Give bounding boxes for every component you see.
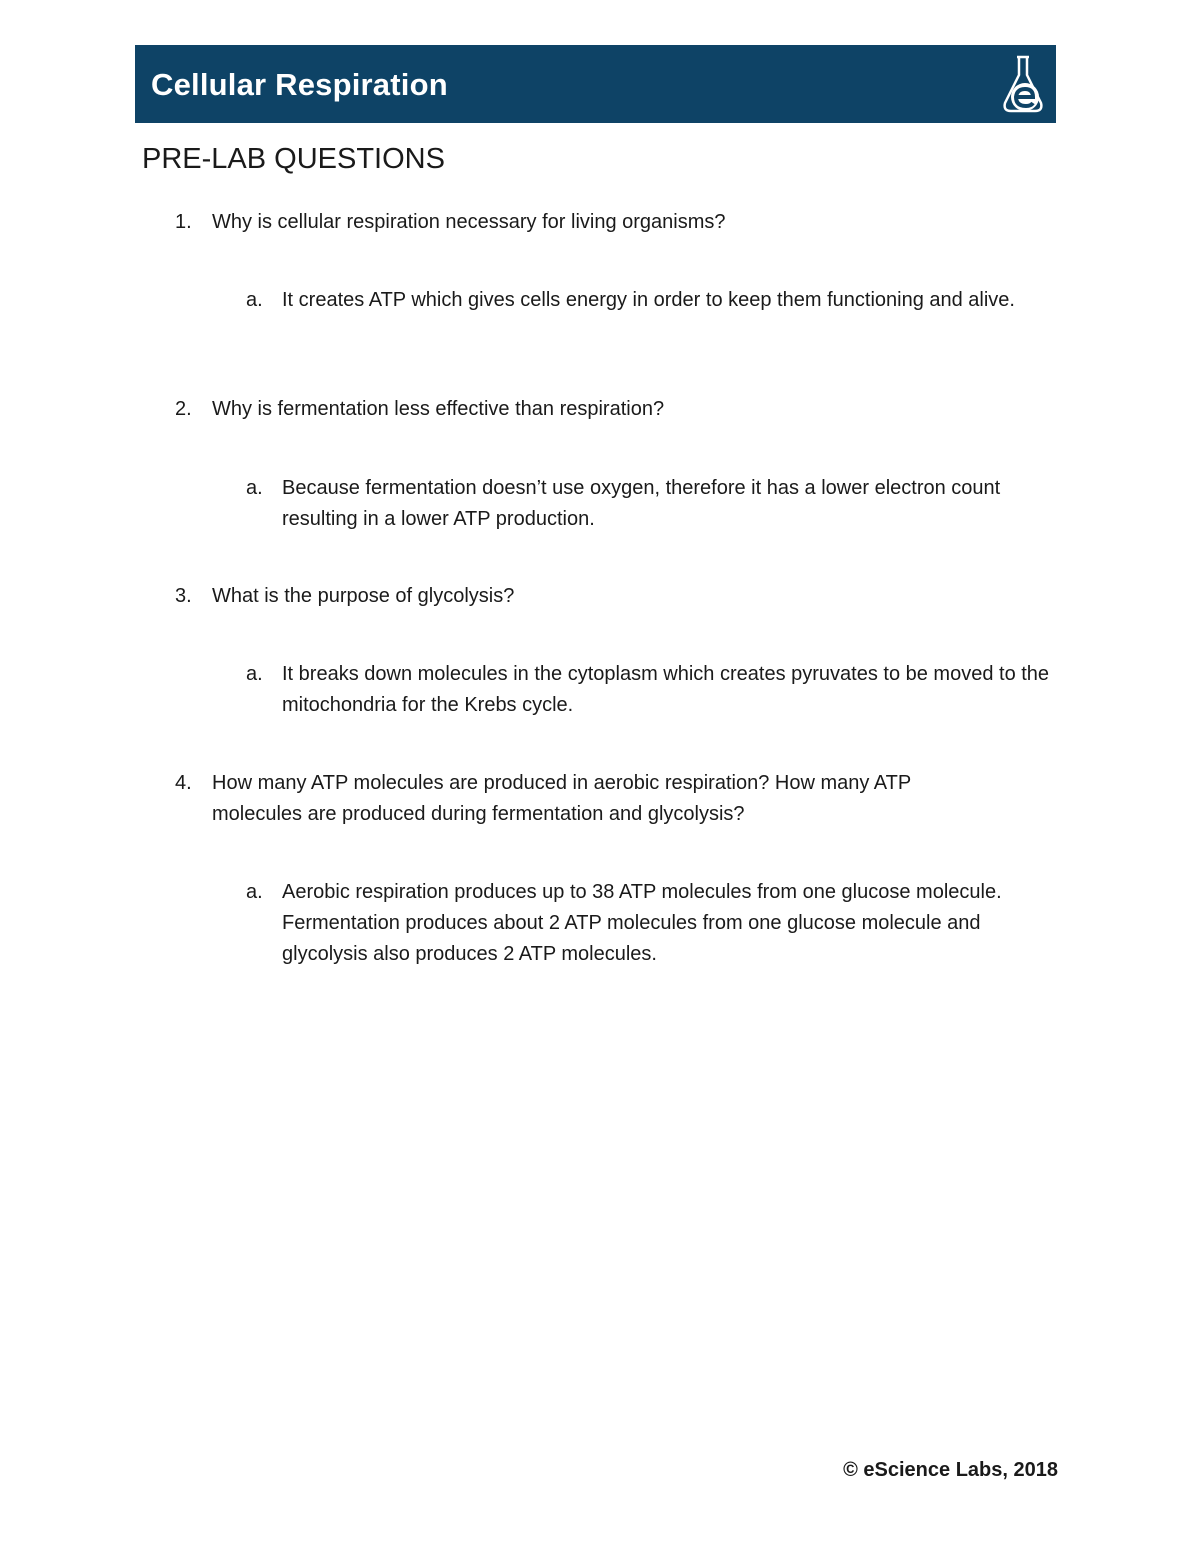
copyright-footer: © eScience Labs, 2018: [843, 1459, 1058, 1481]
answer-text: Because fermentation doesn’t use oxygen, therefore it has a lower electron count resulting in a lower ATP production.: [282, 477, 1001, 530]
answer-text: Aerobic respiration produces up to 38 ATP molecules from one glucose molecule. Fermentation produces about 2 ATP molecules from one glucose molecule and glycolysis also produces 2 ATP molecules.: [282, 881, 1002, 965]
section-title: PRE-LAB QUESTIONS: [142, 143, 445, 175]
question-1: [175, 207, 1055, 238]
answer-letter: a.: [246, 663, 263, 685]
answer-4: [246, 877, 1064, 970]
question-text: Why is fermentation less effective than respiration?: [212, 398, 665, 420]
question-4: [175, 768, 975, 830]
header-bar: [135, 45, 1056, 123]
answer-1: [246, 285, 1064, 316]
question-number: 3.: [175, 585, 192, 607]
question-3: [175, 581, 1055, 612]
answer-text: It breaks down molecules in the cytoplasm which creates pyruvates to be moved to the mitochondria for the Krebs cycle.: [282, 663, 1050, 716]
answer-text: It creates ATP which gives cells energy in order to keep them functioning and alive.: [282, 289, 1015, 311]
page-title: Cellular Respiration: [151, 67, 448, 102]
answer-letter: a.: [246, 289, 263, 311]
question-number: 4.: [175, 772, 192, 794]
question-number: 1.: [175, 211, 192, 233]
answer-2: [246, 473, 1064, 535]
question-number: 2.: [175, 398, 192, 420]
answer-letter: a.: [246, 477, 263, 499]
question-text: What is the purpose of glycolysis?: [212, 585, 515, 607]
answer-3: [246, 659, 1064, 721]
answer-letter: a.: [246, 881, 263, 903]
question-text: Why is cellular respiration necessary for living organisms?: [212, 211, 726, 233]
flask-e-logo-icon: [1000, 53, 1046, 115]
question-text: How many ATP molecules are produced in aerobic respiration? How many ATP molecules are produced during fermentation and glycolysis?: [212, 772, 911, 825]
question-2: [175, 394, 1055, 425]
